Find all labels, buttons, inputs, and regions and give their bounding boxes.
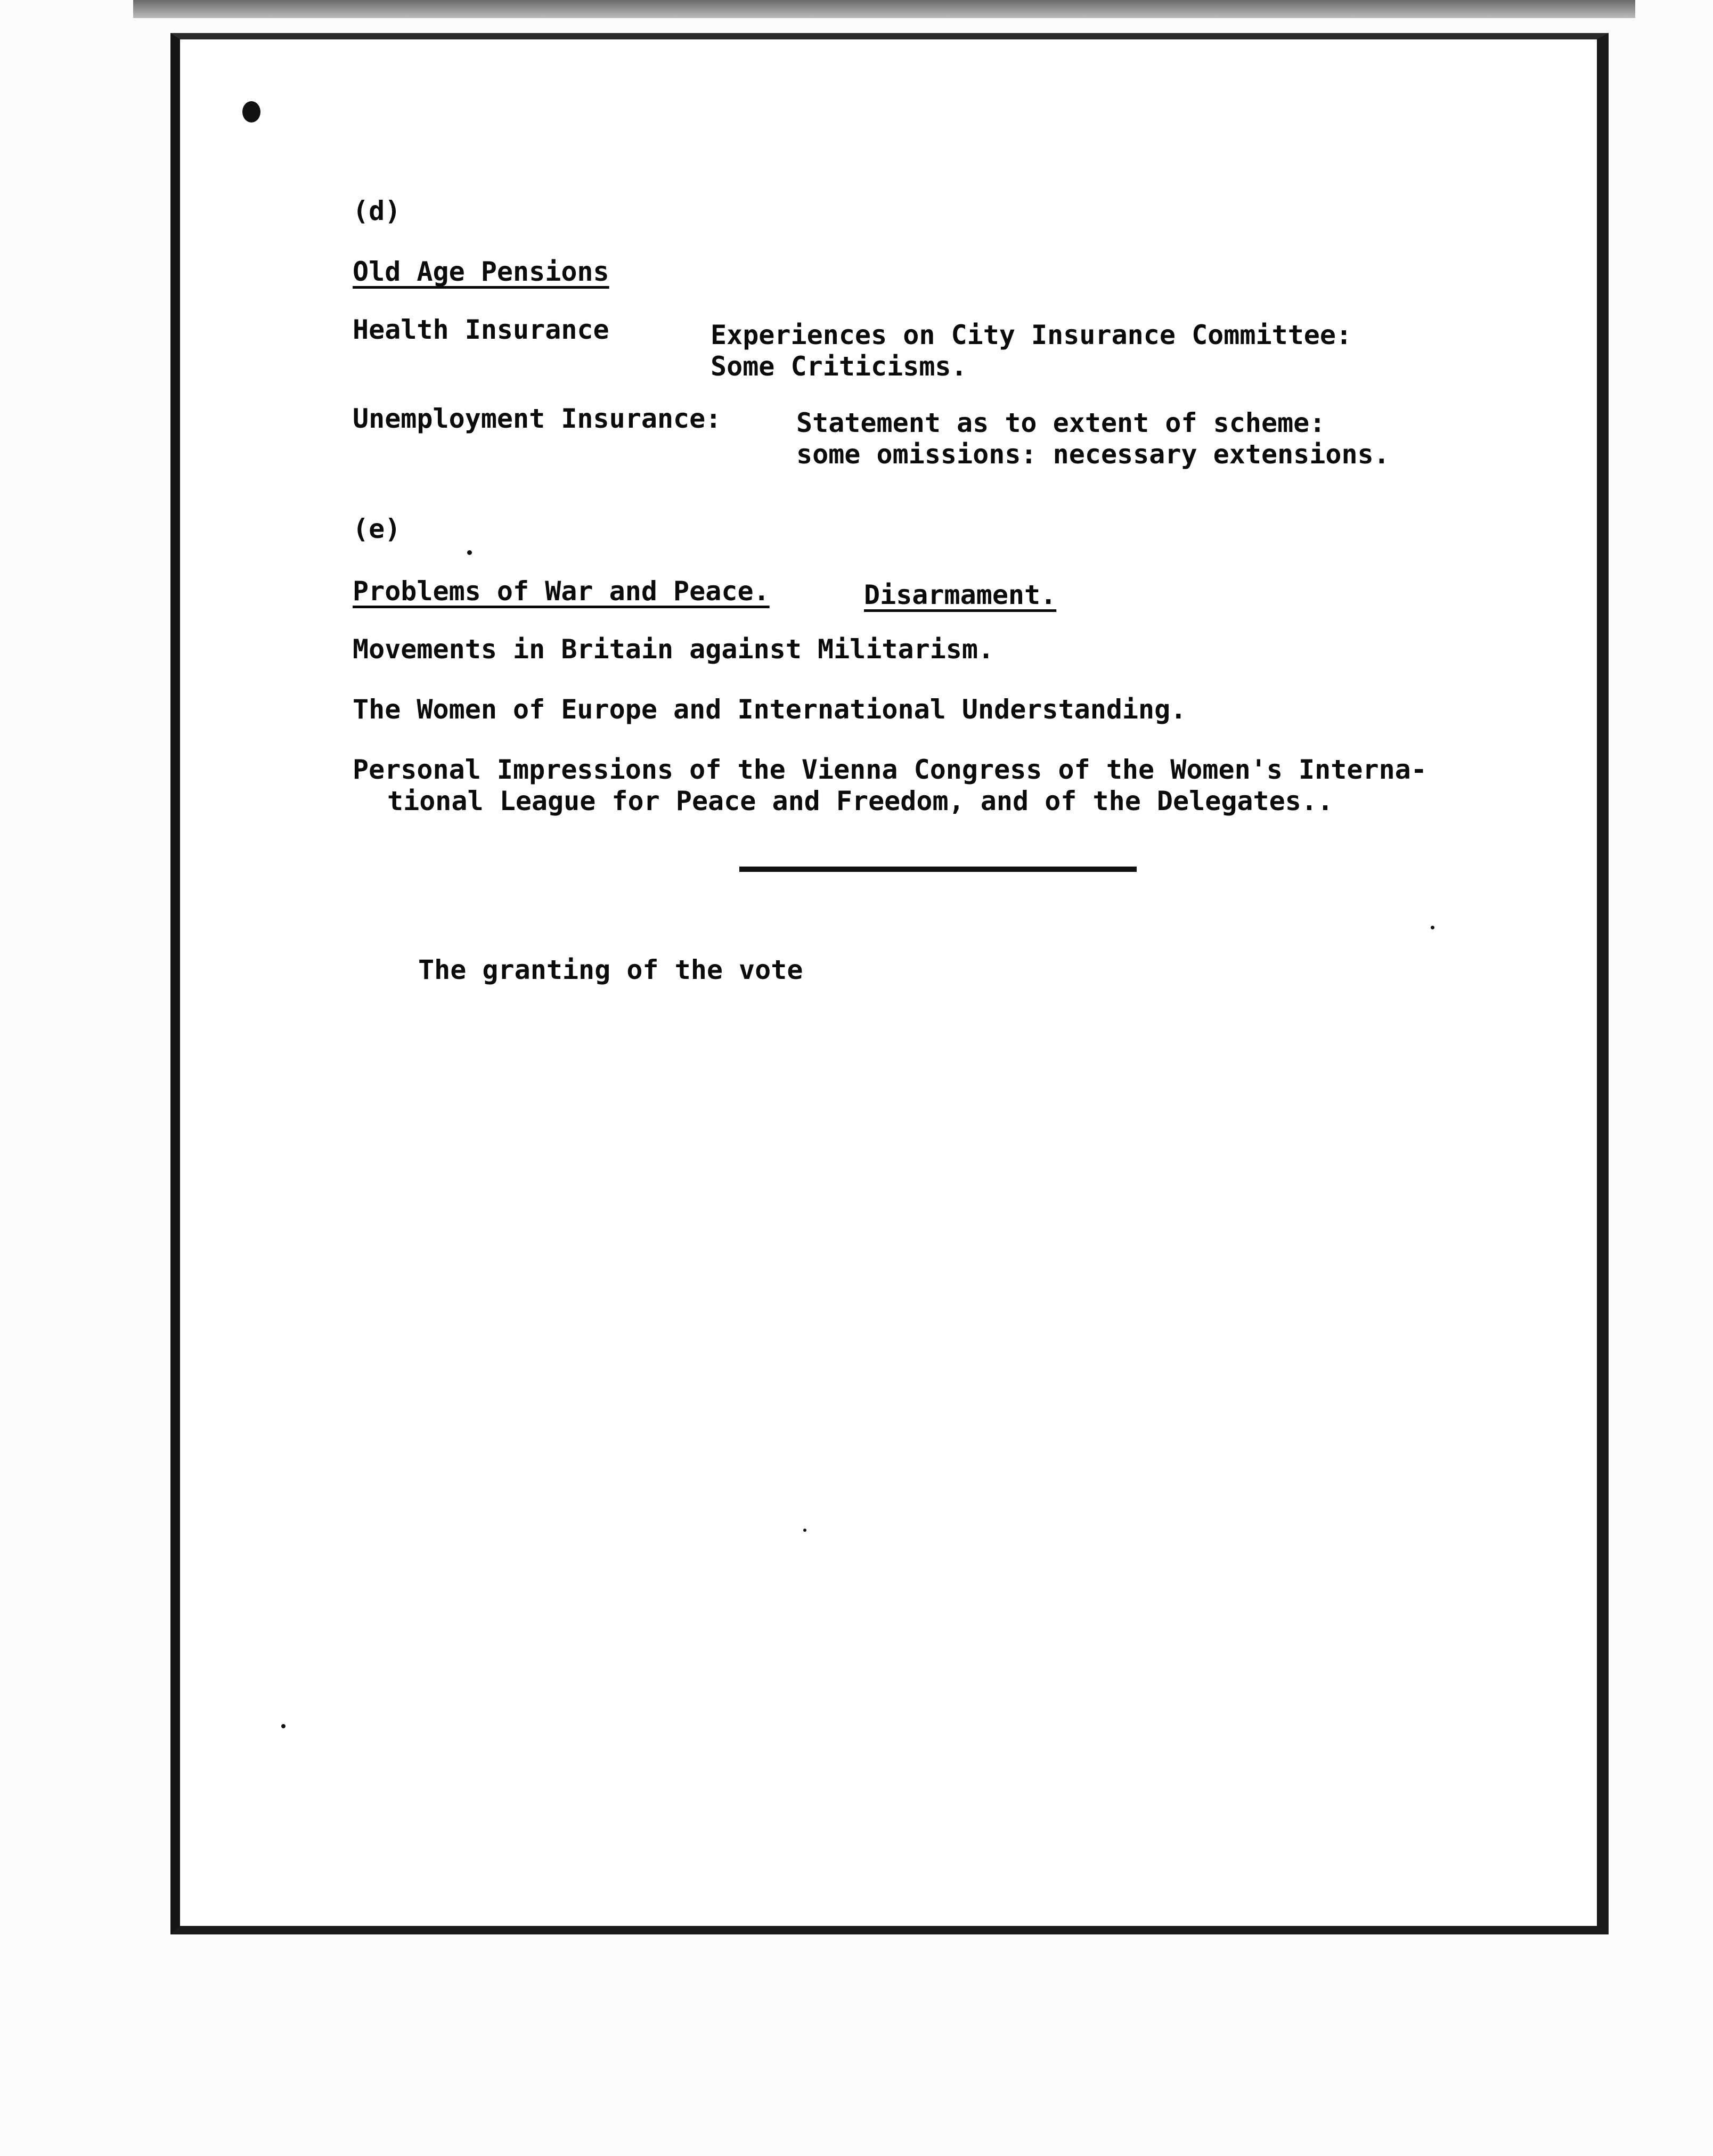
section-d-heading: Old Age Pensions	[353, 256, 609, 287]
ink-blot	[242, 101, 260, 123]
separator-rule	[739, 867, 1137, 872]
section-e-label: (e)	[353, 513, 401, 544]
item-vienna-congress-line2: tional League for Peace and Freedom, and of the Delegates..	[387, 786, 1334, 816]
closing-line: The granting of the vote	[418, 954, 803, 985]
unemployment-insurance-line1: Statement as to extent of scheme:	[796, 407, 1326, 438]
health-insurance-term: Health Insurance	[353, 314, 609, 345]
section-e-heading-war-peace: Problems of War and Peace.	[353, 576, 770, 607]
ink-dot	[281, 1724, 286, 1728]
unemployment-insurance-term: Unemployment Insurance:	[353, 403, 722, 434]
health-insurance-line1: Experiences on City Insurance Committee:	[711, 320, 1352, 350]
section-d-label: (d)	[353, 195, 401, 226]
section-e-heading-disarmament: Disarmament.	[864, 579, 1057, 610]
item-movements-britain: Movements in Britain against Militarism.	[353, 634, 994, 665]
health-insurance-line2: Some Criticisms.	[711, 351, 967, 382]
item-vienna-congress-line1: Personal Impressions of the Vienna Congress of the Women's Interna-	[353, 754, 1427, 785]
scan-border-top	[133, 0, 1635, 18]
ink-dot	[1431, 926, 1434, 929]
item-women-europe: The Women of Europe and International Understanding.	[353, 694, 1187, 725]
unemployment-insurance-line2: some omissions: necessary extensions.	[796, 439, 1390, 470]
ink-dot	[467, 550, 472, 555]
ink-dot	[803, 1529, 806, 1532]
